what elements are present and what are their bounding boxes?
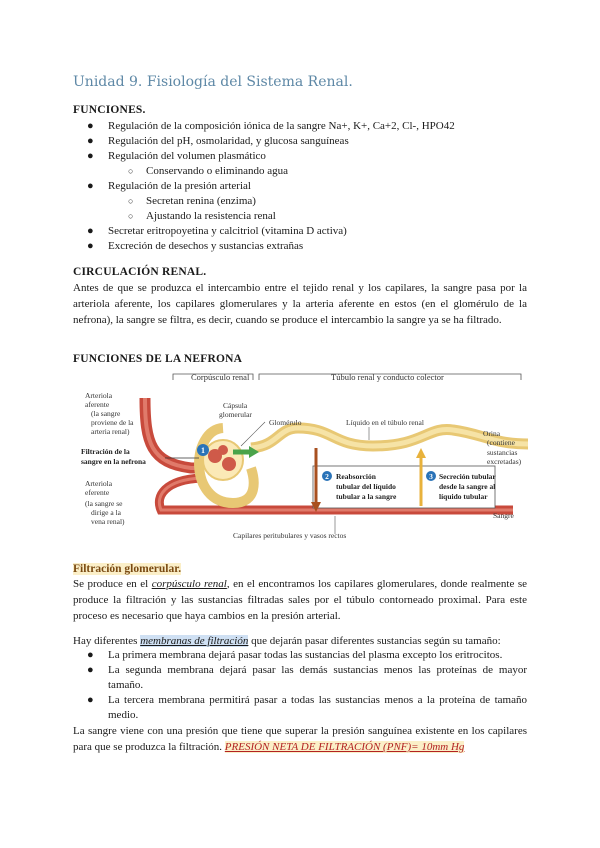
aff-2: aferente: [85, 400, 110, 409]
eff-5: vena renal): [91, 517, 125, 526]
secr-3: líquido tubular: [439, 492, 488, 501]
reabs-3: tubular a la sangre: [336, 492, 397, 501]
orina-1: Orina: [483, 429, 501, 438]
aff-1: Arteriola: [85, 391, 113, 400]
capsula-1: Cápsula: [223, 401, 248, 410]
list-item: ● La primera membrana dejará pasar todas las sustancias del plasma excepto los eritrocitos.: [87, 649, 503, 661]
list-item: ● La tercera membrana permitirá pasar a todas las sustancias menos a la proteína de tamaño medio.: [87, 694, 527, 721]
aff-5: arteria renal): [91, 427, 130, 436]
secr-2: desde la sangre al: [439, 482, 496, 491]
list-item: ● Excreción de desechos y sustancias extrañas: [87, 240, 304, 252]
list-item: ● Regulación del volumen plasmático: [87, 150, 266, 162]
reabs-1: Reabsorción: [336, 472, 376, 481]
secr-1: Secreción tubular: [439, 472, 496, 481]
glomerulo-label: Glomérulo: [269, 418, 302, 427]
membranas-list: [73, 648, 527, 723]
sub-list-item: ○ Conservando o eliminando agua: [128, 165, 289, 177]
funciones-list: [73, 119, 533, 254]
filtr-1: Filtración de la: [81, 447, 130, 456]
aff-4: proviene de la: [91, 418, 134, 427]
nefrona-heading: FUNCIONES DE LA NEFRONA: [73, 353, 243, 365]
tubulo-label: Túbulo renal y conducto colector: [331, 372, 444, 382]
eff-2: eferente: [85, 488, 110, 497]
membranas-link: membranas de filtración: [140, 635, 249, 647]
liquido-label: Líquido en el túbulo renal: [346, 418, 424, 427]
aff-3: (la sangre: [91, 409, 121, 418]
funciones-heading: FUNCIONES.: [73, 104, 146, 116]
corpusculo-label: Corpúsculo renal: [191, 372, 250, 382]
list-item: ● Secretar eritropoyetina y calcitriol (vitamina D activa): [87, 225, 347, 237]
orina-3: sustancias: [487, 448, 518, 457]
capsula-2: glomerular: [219, 410, 252, 419]
circulacion-paragraph: Antes de que se produzca el intercambio entre el tejido renal y los capilares, la sangre pasa por la arteriola aferente, los capilares glomerulares y la arteria aferente en estos (en el glomérulo de la nefrona), la sangre se filtra, es decir, cuando se produce el intercambio la sangre ya se ha filtrado.: [73, 282, 527, 326]
orina-4: excretadas): [487, 457, 522, 466]
orina-2: (contiene: [487, 438, 515, 447]
sangre-label: Sangre: [493, 511, 514, 520]
reabs-2: tubular del líquido: [336, 482, 396, 491]
pnf-highlight: PRESIÓN NETA DE FILTRACIÓN (PNF)= 10mm Hg: [224, 741, 465, 753]
list-item: ● Regulación de la presión arterial: [87, 180, 251, 192]
capilares-label: Capilares peritubulares y vasos rectos: [233, 531, 347, 540]
eff-1: Arteriola: [85, 479, 113, 488]
filtr-2: sangre en la nefrona: [81, 457, 146, 466]
nephron-diagram: [73, 368, 533, 548]
num2: 2: [325, 472, 329, 481]
circulacion-heading: CIRCULACIÓN RENAL.: [73, 266, 207, 278]
sub-list-item: ○ Ajustando la resistencia renal: [128, 210, 276, 222]
num1: 1: [201, 446, 205, 455]
filtracion-paragraph-1: Se produce en el corpúsculo renal, en el encontramos los capilares glomerulares, donde realmente se produce la filtración y las sustancias filtradas sales por el túbulo contorneado proximal. Para este proceso es necesario que haya cambios en la presión arterial.: [73, 578, 527, 622]
filtracion-heading: Filtración glomerular.: [73, 563, 182, 575]
sub-list-item: ○ Secretan renina (enzima): [128, 195, 256, 207]
eff-4: dirige a la: [91, 508, 121, 517]
list-item: ● Regulación de la composición iónica de la sangre Na+, K+, Ca+2, Cl-, HPO42: [87, 120, 455, 132]
num3: 3: [429, 472, 433, 481]
eff-3: (la sangre se: [85, 499, 123, 508]
corpusculo-link: corpúsculo renal: [151, 578, 227, 590]
unit-title: Unidad 9. Fisiología del Sistema Renal.: [73, 74, 353, 90]
list-item: ● La segunda membrana dejará pasar las demás sustancias menos las proteínas de mayor tamaño.: [87, 664, 527, 691]
filtracion-paragraph-2: Hay diferentes membranas de filtración que dejarán pasar diferentes sustancias según su tamaño:: [73, 635, 501, 647]
list-item: ● Regulación del pH, osmolaridad, y glucosa sanguíneas: [87, 135, 349, 147]
filtracion-paragraph-3: La sangre viene con una presión que tiene que superar la presión sanguínea existente en los capilares para que se produzca la filtración. PRESIÓN NETA DE FILTRACIÓN (PNF)= 10mm Hg: [73, 725, 527, 753]
